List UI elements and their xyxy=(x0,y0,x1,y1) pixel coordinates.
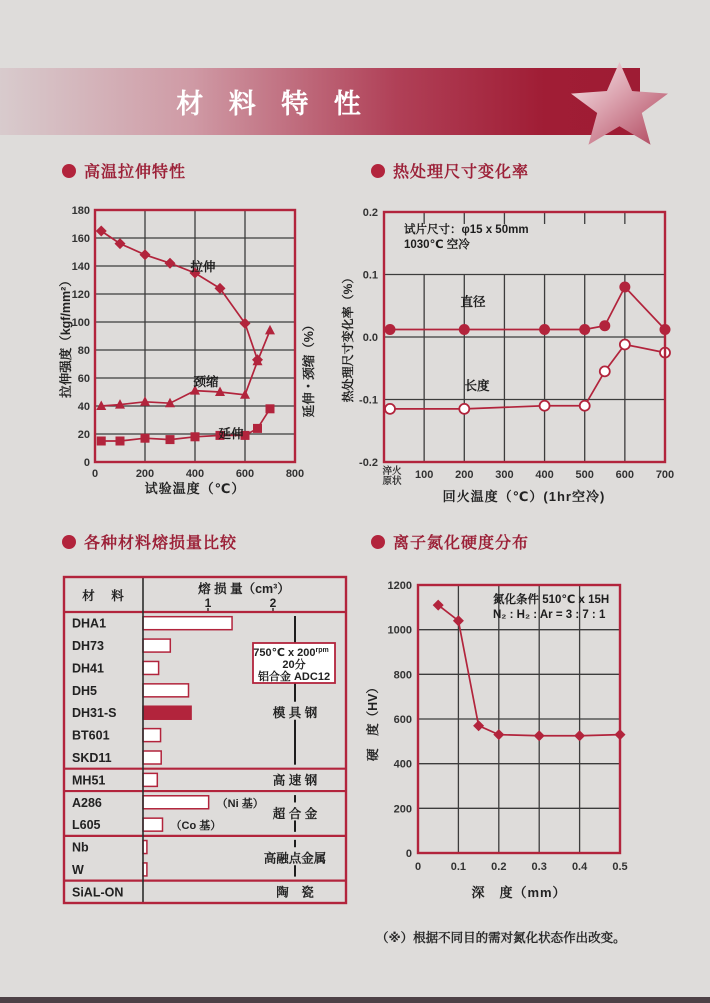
svg-text:0.1: 0.1 xyxy=(450,861,467,873)
svg-text:0.5: 0.5 xyxy=(612,861,628,873)
section-header-meltloss xyxy=(62,530,237,553)
section-title: 高温拉伸特性 xyxy=(84,164,187,181)
section-title: 热处理尺寸变化率 xyxy=(393,164,530,181)
svg-text:40: 40 xyxy=(77,401,90,413)
tensile-chart xyxy=(55,200,370,512)
svg-text:0: 0 xyxy=(83,457,90,469)
footnote: （※）根据不同目的需对氮化状态作出改变。 xyxy=(376,931,626,945)
svg-text:100: 100 xyxy=(414,469,434,481)
svg-text:DH31-S: DH31-S xyxy=(72,706,117,721)
svg-text:BT601: BT601 xyxy=(72,728,110,743)
svg-text:800: 800 xyxy=(393,669,412,682)
svg-text:160: 160 xyxy=(71,233,90,245)
svg-text:0: 0 xyxy=(405,848,412,860)
svg-text:600: 600 xyxy=(615,469,635,481)
page-title: 材 料 特 性 xyxy=(176,89,370,119)
bottom-bar xyxy=(0,997,710,1003)
svg-text:硬 度（HV）: 硬 度（HV） xyxy=(366,681,380,761)
svg-text:800: 800 xyxy=(285,468,305,480)
dimension-change-chart xyxy=(340,200,710,512)
svg-text:200: 200 xyxy=(393,803,412,816)
nitriding-hardness-chart xyxy=(355,575,707,905)
svg-text:2: 2 xyxy=(269,596,277,610)
svg-text:0: 0 xyxy=(91,468,99,480)
svg-text:超 合 金: 超 合 金 xyxy=(272,806,318,821)
svg-text:模 具 钢: 模 具 钢 xyxy=(272,706,318,721)
svg-text:SiAL-ON: SiAL-ON xyxy=(72,885,124,900)
svg-text:1: 1 xyxy=(204,596,212,610)
svg-text:20: 20 xyxy=(77,429,90,441)
svg-text:高 速 钢: 高 速 钢 xyxy=(272,773,318,788)
svg-text:陶 瓷: 陶 瓷 xyxy=(276,885,314,900)
svg-text:400: 400 xyxy=(535,469,554,481)
svg-text:拉伸强度（kgf/mm²）: 拉伸强度（kgf/mm²） xyxy=(59,274,73,398)
svg-text:DHA1: DHA1 xyxy=(72,616,107,631)
svg-text:80: 80 xyxy=(77,345,90,357)
svg-text:1000: 1000 xyxy=(387,624,412,637)
svg-text:延伸: 延伸 xyxy=(218,427,244,441)
svg-text:DH73: DH73 xyxy=(72,639,104,654)
svg-text:（Ni 基）: （Ni 基） xyxy=(216,797,264,810)
svg-text:熔 损 量（cm³）: 熔 损 量（cm³） xyxy=(198,582,290,596)
bullet-icon xyxy=(62,535,76,549)
svg-text:拉伸: 拉伸 xyxy=(190,260,216,274)
svg-text:延伸・颈缩（%）: 延伸・颈缩（%） xyxy=(302,318,316,418)
svg-text:0.1: 0.1 xyxy=(362,269,378,282)
section-title: 离子氮化硬度分布 xyxy=(393,535,530,552)
svg-text:400: 400 xyxy=(185,468,205,480)
svg-text:700: 700 xyxy=(655,469,675,481)
section-header-dimension xyxy=(371,159,529,182)
svg-text:400: 400 xyxy=(393,758,412,771)
svg-text:材 料: 材 料 xyxy=(82,589,126,603)
svg-text:回火温度（℃）(1hr空冷): 回火温度（℃）(1hr空冷) xyxy=(442,489,606,504)
svg-text:DH5: DH5 xyxy=(72,683,98,698)
svg-text:500: 500 xyxy=(575,469,594,481)
svg-text:A286: A286 xyxy=(72,795,102,810)
svg-text:W: W xyxy=(72,862,84,877)
svg-text:1200: 1200 xyxy=(387,580,412,592)
svg-text:100: 100 xyxy=(71,317,90,329)
svg-text:180: 180 xyxy=(71,205,90,217)
svg-text:750℃ x 200rpm: 750℃ x $200^{rpm}$ xyxy=(253,647,329,659)
svg-text:0.2: 0.2 xyxy=(362,207,378,219)
section-header-tensile xyxy=(62,159,186,182)
svg-text:120: 120 xyxy=(71,289,90,301)
svg-text:MH51: MH51 xyxy=(72,773,106,788)
svg-text:60: 60 xyxy=(77,373,90,385)
bullet-icon xyxy=(371,535,385,549)
header-banner xyxy=(0,68,640,135)
svg-text:试片尺寸：φ15 x 50mm: 试片尺寸：φ15 x 50mm xyxy=(404,224,529,236)
svg-text:0: 0 xyxy=(414,861,422,873)
svg-text:长度: 长度 xyxy=(464,379,490,393)
svg-text:热处理尺寸变化率（%）: 热处理尺寸变化率（%） xyxy=(341,271,355,403)
svg-text:铝合金 ADC12: 铝合金 ADC12 xyxy=(257,671,331,683)
svg-text:原状: 原状 xyxy=(382,476,402,487)
svg-text:试验温度（℃）: 试验温度（℃） xyxy=(144,481,246,496)
svg-text:直径: 直径 xyxy=(460,295,486,309)
svg-text:0.2: 0.2 xyxy=(491,861,507,873)
svg-text:颈缩: 颈缩 xyxy=(193,375,219,389)
svg-text:高融点金属: 高融点金属 xyxy=(263,851,327,866)
svg-text:20分: 20分 xyxy=(282,659,306,671)
svg-text:DH41: DH41 xyxy=(72,661,104,676)
svg-text:200: 200 xyxy=(135,468,155,480)
svg-text:140: 140 xyxy=(71,261,90,273)
svg-text:SKD11: SKD11 xyxy=(72,751,112,765)
svg-text:-0.1: -0.1 xyxy=(359,394,378,407)
bullet-icon xyxy=(62,164,76,178)
svg-text:L605: L605 xyxy=(72,818,101,833)
svg-text:氮化条件 510℃ x 15H: 氮化条件 510℃ x 15H xyxy=(493,594,610,606)
svg-text:Nb: Nb xyxy=(72,840,89,855)
svg-text:0.4: 0.4 xyxy=(571,861,588,873)
svg-text:0.3: 0.3 xyxy=(531,861,547,873)
svg-text:1030℃ 空冷: 1030℃ 空冷 xyxy=(404,239,470,251)
melt-loss-chart xyxy=(60,573,360,913)
svg-text:-0.2: -0.2 xyxy=(359,457,378,469)
svg-text:（Co 基）: （Co 基） xyxy=(170,820,222,833)
bullet-icon xyxy=(371,164,385,178)
section-header-nitriding xyxy=(371,530,529,553)
svg-text:200: 200 xyxy=(455,469,474,481)
svg-text:N₂ : H₂ : Ar = 3 : 7 : 1: N₂ : H₂ : Ar = 3 : 7 : 1 xyxy=(493,609,606,621)
svg-text:淬火: 淬火 xyxy=(382,466,402,477)
svg-text:深 度（mm）: 深 度（mm） xyxy=(471,885,567,900)
svg-text:600: 600 xyxy=(393,714,412,726)
svg-text:300: 300 xyxy=(495,469,514,481)
svg-text:0.0: 0.0 xyxy=(362,332,378,344)
section-title: 各种材料熔损量比较 xyxy=(84,535,238,552)
svg-text:600: 600 xyxy=(235,468,255,480)
